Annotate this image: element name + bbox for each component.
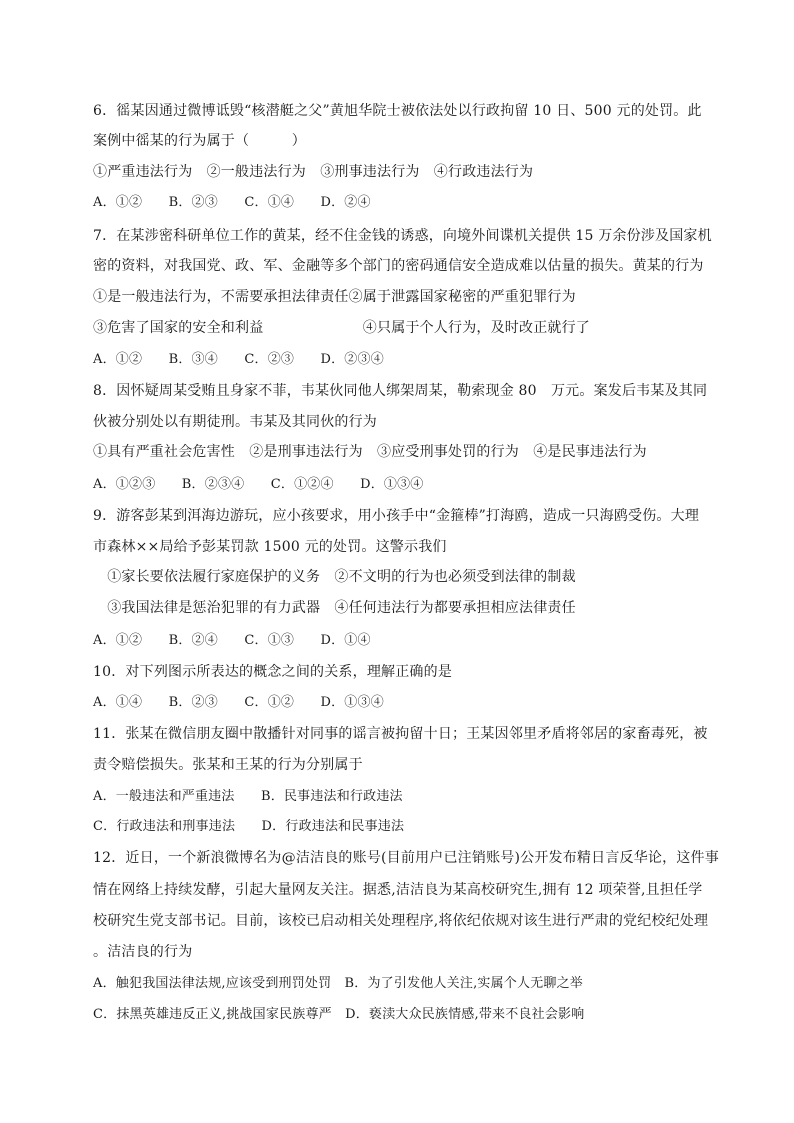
question-12-stem-line-4: 。洁洁良的行为 [93,944,193,960]
question-12-options-2: C．抹黑英雄违反正义,挑战国家民族尊严 D．亵渎大众民族情感,带来不良社会影响 [93,1007,585,1022]
question-6-stem-line-1: 6．徭某因通过微博诋毁“核潜艇之父”黄旭华院士被依法处以行政拘留 10 日、500 元的处罚。此 [93,103,702,119]
question-10-options: A．①④ B．②③ C．①② D．①③④ [93,695,384,710]
question-8-stem-line-2: 伙被分别处以有期徒刑。韦某及其同伙的行为 [93,414,377,430]
question-8-statements: ①具有严重社会危害性 ②是刑事违法行为 ③应受刑事处罚的行为 ④是民事违法行为 [93,444,647,460]
question-7-options: A．①② B．③④ C．②③ D．②③④ [93,352,384,367]
question-8-options: A．①②③ B．②③④ C．①②④ D．①③④ [93,477,424,492]
question-12-stem-line-1: 12．近日，一个新浪微博名为@洁洁良的账号(目前用户已注销账号)公开发布精日言反华论，这件事 [93,850,719,866]
question-10-stem: 10．对下列图示所表达的概念之间的关系，理解正确的是 [93,664,453,680]
question-8-stem-line-1: 8．因怀疑周某受贿且身家不菲，韦某伙同他人绑架周某，勒索现金 80 万元。案发后韦某及其同 [93,383,708,399]
question-12-stem-line-2: 情在网络上持续发酵，引起大量网友关注。据悉,洁洁良为某高校研究生,拥有 12 项荣誉,且担任学 [93,882,703,898]
question-12-stem-line-3: 校研究生党支部书记。目前，该校已启动相关处理程序,将依纪依规对该生进行严肃的党纪校纪处理 [93,913,709,929]
question-9-stem-line-1: 9．游客彭某到洱海边游玩，应小孩要求，用小孩手中“金箍棒”打海鸥，造成一只海鸥受伤。大理 [93,508,700,524]
question-6-options: A．①② B．②③ C．①④ D．②④ [93,195,371,210]
question-7-statements-1: ①是一般违法行为，不需要承担法律责任②属于泄露国家秘密的严重犯罪行为 [93,289,576,305]
question-12-options-1: A．触犯我国法律法规,应该受到刑罚处罚 B．为了引发他人关注,实属个人无聊之举 [93,976,584,991]
question-6-stem-line-2: 案例中徭某的行为属于（ ） [93,133,306,149]
question-7-statements-2: ③危害了国家的安全和利益 ④只属于个人行为，及时改正就行了 [93,320,590,336]
question-9-stem-line-2: 市森林××局给予彭某罚款 1500 元的处罚。这警示我们 [93,539,447,555]
question-11-options-2: C．行政违法和刑事违法 D．行政违法和民事违法 [93,819,405,834]
question-7-stem-line-1: 7．在某涉密科研单位工作的黄某，经不住金钱的诱惑，向境外间谍机关提供 15 万余份涉及国家机 [93,228,712,244]
question-6-statements: ①严重违法行为 ②一般违法行为 ③刑事违法行为 ④行政违法行为 [93,164,534,180]
question-9-options: A．①② B．②④ C．①③ D．①④ [93,633,371,648]
question-9-statements-1: ①家长要依法履行家庭保护的义务 ②不文明的行为也必须受到法律的制裁 [93,569,576,585]
question-11-stem-line-2: 责令赔偿损失。张某和王某的行为分别属于 [93,757,363,773]
question-11-stem-line-1: 11．张某在微信朋友圈中散播针对同事的谣言被拘留十日；王某因邻里矛盾将邻居的家畜毒死，被 [93,726,708,742]
question-9-statements-2: ③我国法律是惩治犯罪的有力武器 ④任何违法行为都要承担相应法律责任 [93,600,576,616]
question-7-stem-line-2: 密的资料，对我国党、政、军、金融等多个部门的密码通信安全造成难以估量的损失。黄某的行为 [93,258,704,274]
question-11-options-1: A．一般违法和严重违法 B．民事违法和行政违法 [93,789,403,804]
